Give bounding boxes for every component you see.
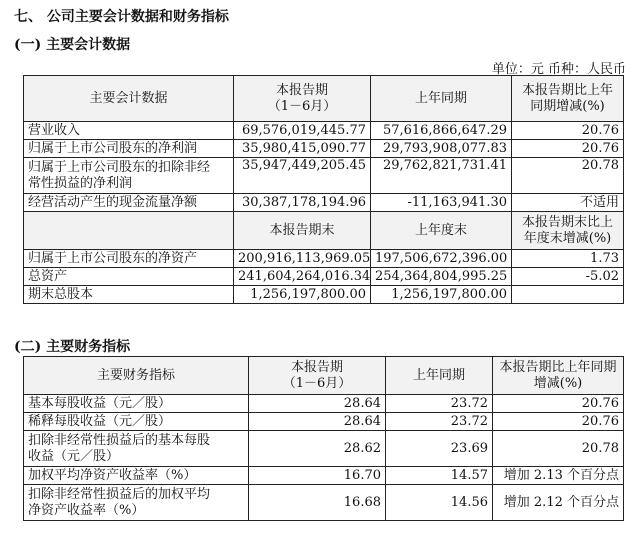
table-row [24, 467, 624, 485]
value-cell: 20.76 [493, 395, 624, 413]
row-label: 扣除非经常性损益后的加权平均 净资产收益率（%） [24, 485, 249, 521]
header-cell: 本报告期比上年同期 增减(%) [493, 357, 624, 395]
value-cell: 1.73 [512, 250, 624, 268]
value-cell: 1,256,197,800.00 [234, 286, 371, 304]
section-title: 七、 公司主要会计数据和财务指标 [14, 9, 229, 25]
header-cell: 上年同期 [386, 357, 493, 395]
value-cell [512, 286, 624, 304]
header-cell: 本报告期比上年 同期增减(%) [512, 76, 624, 122]
value-cell: 增加 2.12 个百分点 [493, 485, 624, 521]
value-cell: 14.56 [386, 485, 493, 521]
header-cell: 本报告期末比上 年度末增减(%) [512, 212, 624, 250]
sub2-title: (二) 主要财务指标 [14, 339, 131, 355]
value-cell: 增加 2.13 个百分点 [493, 467, 624, 485]
row-label: 经营活动产生的现金流量净额 [24, 194, 234, 212]
value-cell: 14.57 [386, 467, 493, 485]
header-cell: 主要财务指标 [24, 357, 249, 395]
financial-indicators-table [23, 356, 624, 521]
value-cell: 20.78 [512, 158, 624, 194]
value-cell: 241,604,264,016.34 [234, 268, 371, 286]
table-row [24, 194, 624, 212]
table-row [24, 140, 624, 158]
value-cell: 200,916,113,969.05 [234, 250, 371, 268]
header-cell: 本报告期 （1－6月） [234, 76, 371, 122]
row-label: 归属于上市公司股东的净利润 [24, 140, 234, 158]
row-label: 归属于上市公司股东的扣除非经 常性损益的净利润 [24, 158, 234, 194]
value-cell: 16.70 [249, 467, 386, 485]
value-cell: 不适用 [512, 194, 624, 212]
value-cell: 16.68 [249, 485, 386, 521]
table-row [24, 395, 624, 413]
row-label: 稀释每股收益（元／股） [24, 413, 249, 431]
value-cell: 29,762,821,731.41 [371, 158, 512, 194]
value-cell: 254,364,804,995.25 [371, 268, 512, 286]
value-cell: 35,947,449,205.45 [234, 158, 371, 194]
table-row [24, 268, 624, 286]
table-header-row [24, 357, 624, 395]
value-cell: -11,163,941.30 [371, 194, 512, 212]
header-cell: 上年同期 [371, 76, 512, 122]
header-cell: 上年度末 [371, 212, 512, 250]
row-label: 总资产 [24, 268, 234, 286]
value-cell: 30,387,178,194.96 [234, 194, 371, 212]
header-cell: 本报告期 （1－6月） [249, 357, 386, 395]
row-label: 归属于上市公司股东的净资产 [24, 250, 234, 268]
value-cell: 20.76 [512, 140, 624, 158]
row-label: 扣除非经常性损益后的基本每股 收益（元／股） [24, 431, 249, 467]
value-cell: 1,256,197,800.00 [371, 286, 512, 304]
value-cell: 23.72 [386, 413, 493, 431]
value-cell: 29,793,908,077.83 [371, 140, 512, 158]
table-row [24, 431, 624, 467]
table-row [24, 413, 624, 431]
value-cell: 69,576,019,445.77 [234, 122, 371, 140]
table-header-row [24, 76, 624, 122]
value-cell: 57,616,866,647.29 [371, 122, 512, 140]
value-cell: 28.62 [249, 431, 386, 467]
unit-line: 单位：元 币种：人民币 [491, 62, 626, 77]
value-cell: 28.64 [249, 413, 386, 431]
header-cell [24, 212, 234, 250]
sub1-title: (一) 主要会计数据 [14, 37, 131, 53]
table-row [24, 286, 624, 304]
row-label: 加权平均净资产收益率（%） [24, 467, 249, 485]
table-row [24, 158, 624, 194]
table-header-row [24, 212, 624, 250]
header-cell: 主要会计数据 [24, 76, 234, 122]
value-cell: 20.76 [512, 122, 624, 140]
value-cell: 35,980,415,090.77 [234, 140, 371, 158]
value-cell: 197,506,672,396.00 [371, 250, 512, 268]
value-cell: 20.78 [493, 431, 624, 467]
value-cell: 28.64 [249, 395, 386, 413]
table-row [24, 122, 624, 140]
row-label: 营业收入 [24, 122, 234, 140]
value-cell: 20.76 [493, 413, 624, 431]
row-label: 期末总股本 [24, 286, 234, 304]
table-row [24, 250, 624, 268]
value-cell: 23.69 [386, 431, 493, 467]
value-cell: -5.02 [512, 268, 624, 286]
value-cell: 23.72 [386, 395, 493, 413]
row-label: 基本每股收益（元／股） [24, 395, 249, 413]
accounting-data-table [23, 75, 624, 304]
header-cell: 本报告期末 [234, 212, 371, 250]
table-row [24, 485, 624, 521]
